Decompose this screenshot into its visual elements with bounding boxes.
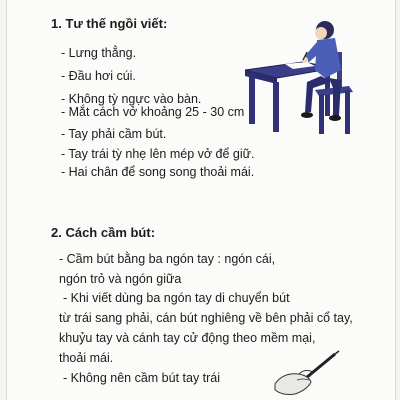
section-2-title: 2. Cách cầm bút: [51,225,156,240]
student-writing-illustration [245,12,363,142]
grip-line: ngón trỏ và ngón giữa [59,272,182,286]
section-1-title: 1. Tư thế ngồi viết: [51,16,168,31]
grip-line: thoải mái. [59,351,114,365]
grip-line: khuỷu tay và cánh tay cử động theo mềm mại, [59,331,316,345]
document-page [6,0,396,400]
posture-item: - Lưng thẳng. [61,46,137,60]
posture-item: - Mắt cách vở khoảng 25 - 30 cm [61,105,245,119]
hand-holding-pen-illustration [269,350,349,398]
grip-line: - Khi viết dùng ba ngón tay di chuyển bút [63,291,290,305]
grip-line: từ trái sang phải, cán bút nghiêng về bên phải cổ tay, [59,311,353,325]
posture-item: - Không tỳ ngực vào bàn. [61,92,202,106]
posture-item: - Tay trái tỳ nhẹ lên mép vở để giữ. [61,147,255,161]
posture-item: - Hai chân để song song thoải mái. [61,165,255,179]
grip-line: - Cầm bút bằng ba ngón tay : ngón cái, [59,252,276,266]
posture-item: - Đầu hơi cúi. [61,69,136,83]
posture-item: - Tay phải cầm bút. [61,127,167,141]
grip-line: - Không nên cầm bút tay trái [63,371,221,385]
